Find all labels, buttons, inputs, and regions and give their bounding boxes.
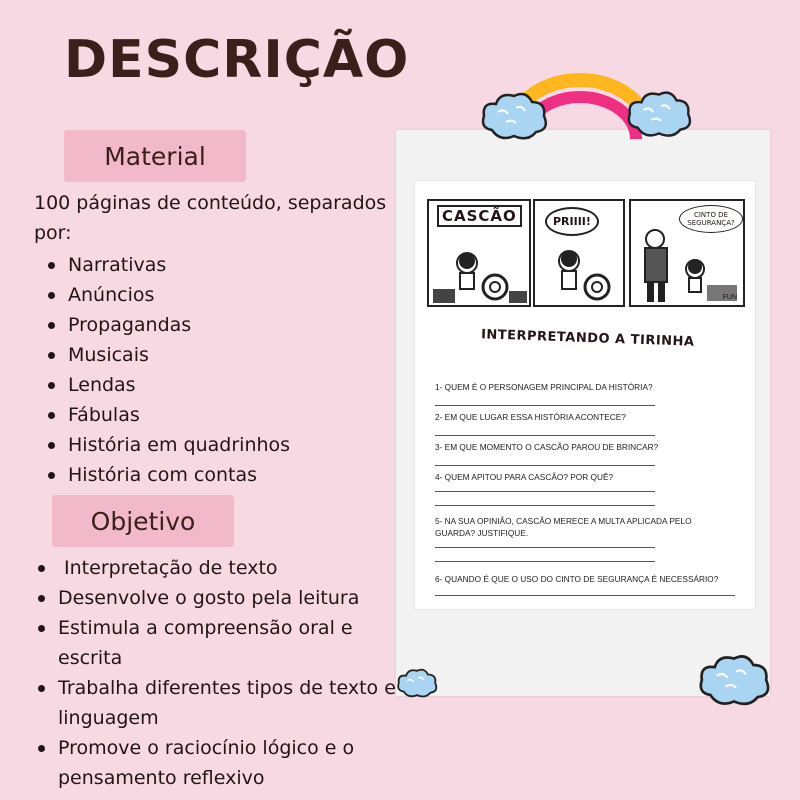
answer-line bbox=[435, 491, 655, 492]
answer-line bbox=[435, 505, 655, 506]
comic-title: CASCÃO bbox=[437, 205, 522, 227]
cloud-icon bbox=[394, 666, 440, 700]
answer-line bbox=[435, 435, 655, 436]
objetivo-heading bbox=[52, 495, 234, 547]
cloud-icon bbox=[694, 650, 774, 710]
list-item: Musicais bbox=[46, 340, 290, 370]
list-item: Anúncios bbox=[46, 280, 290, 310]
answer-line bbox=[435, 465, 655, 466]
material-list bbox=[46, 250, 290, 490]
objetivo-label: Objetivo bbox=[90, 506, 196, 536]
question-1: 1- QUEM É O PERSONAGEM PRINCIPAL DA HISTÓRIA? bbox=[435, 382, 653, 392]
answer-line bbox=[435, 405, 655, 406]
list-item: História em quadrinhos bbox=[46, 430, 290, 460]
objetivo-list bbox=[36, 553, 396, 793]
comic-signature: FUN bbox=[722, 294, 737, 301]
list-item: Propagandas bbox=[46, 310, 290, 340]
answer-line bbox=[435, 547, 655, 548]
cloud-icon bbox=[624, 86, 694, 142]
comic-panel-1 bbox=[427, 199, 531, 307]
speech-bubble: CINTO DE SEGURANÇA? bbox=[679, 205, 743, 233]
list-item: Promove o raciocínio lógico e o pensamento reflexivo bbox=[36, 733, 396, 793]
worksheet-heading: INTERPRETANDO A TIRINHA bbox=[480, 327, 695, 350]
question-4: 4- QUEM APITOU PARA CASCÃO? POR QUÊ? bbox=[435, 472, 614, 482]
comic-panel-2 bbox=[533, 199, 625, 307]
question-5: 5- NA SUA OPINIÃO, CASCÃO MERECE A MULTA APLICADA PELO GUARDA? JUSTIFIQUE. bbox=[435, 516, 692, 538]
list-item: Estimula a compreensão oral e escrita bbox=[36, 613, 396, 673]
worksheet-preview-frame bbox=[396, 130, 770, 696]
comic-drawing-3 bbox=[631, 223, 743, 305]
list-item: Interpretação de texto bbox=[36, 553, 396, 583]
material-label: Material bbox=[104, 141, 206, 171]
list-item: Narrativas bbox=[46, 250, 290, 280]
comic-panel-3 bbox=[629, 199, 745, 307]
question-6: 6- QUANDO É QUE O USO DO CINTO DE SEGURANÇA É NECESSÁRIO? bbox=[435, 574, 719, 584]
cloud-icon bbox=[478, 88, 550, 144]
answer-line bbox=[435, 561, 655, 562]
material-heading bbox=[64, 130, 246, 182]
list-item: Lendas bbox=[46, 370, 290, 400]
material-intro: 100 páginas de conteúdo, separados por: bbox=[34, 192, 387, 244]
answer-line bbox=[435, 595, 735, 596]
list-item: Trabalha diferentes tipos de texto e linguagem bbox=[36, 673, 396, 733]
list-item: Desenvolve o gosto pela leitura bbox=[36, 583, 396, 613]
comic-drawing-2 bbox=[535, 235, 623, 305]
list-item: Fábulas bbox=[46, 400, 290, 430]
page-title: DESCRIÇÃO bbox=[64, 30, 410, 90]
list-item: História com contas bbox=[46, 460, 290, 490]
shout-bubble: PRIIII! bbox=[545, 207, 599, 236]
comic-drawing-1 bbox=[429, 225, 529, 305]
question-3: 3- EM QUE MOMENTO O CASCÃO PAROU DE BRINCAR? bbox=[435, 442, 659, 452]
question-2: 2- EM QUE LUGAR ESSA HISTÓRIA ACONTECE? bbox=[435, 412, 626, 422]
worksheet-page bbox=[414, 180, 756, 610]
